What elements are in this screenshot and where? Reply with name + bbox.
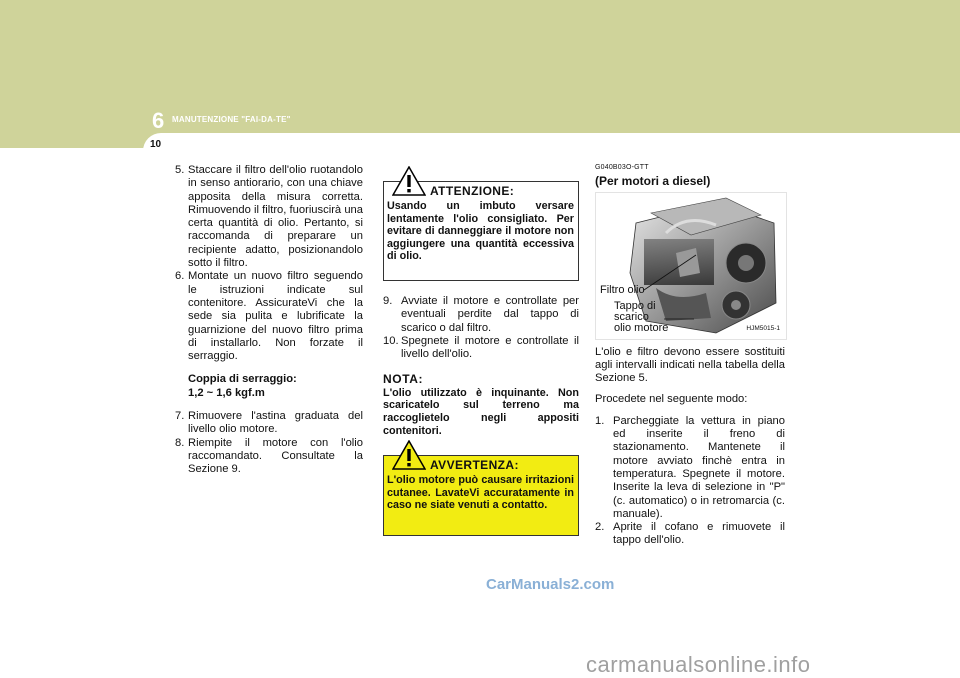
procedure-intro: Procedete nel seguente modo:	[595, 393, 748, 406]
list-item-number: 8.	[175, 436, 185, 449]
steps-list-a	[175, 164, 363, 363]
engine-figure	[595, 192, 787, 340]
list-item-text: Spegnete il motore e controllate il livello dell'olio.	[401, 334, 579, 361]
list-item-text: Rimuovere l'astina graduata del livello olio motore.	[188, 410, 363, 436]
figure-label-line: olio motore	[614, 321, 669, 334]
list-item-text: Staccare il filtro dell'olio ruotandolo in senso antiorario, con una chiave apposita della misura corretta. Rimuovendo il filtro, fuoriuscirà una certa quantità di olio. Pertanto, si raccomanda di preparare un recipiente adatto, posizionandolo sotto il filtro.	[188, 164, 363, 270]
chapter-title: MANUTENZIONE "FAI-DA-TE"	[172, 115, 291, 124]
list-item-text: Aprite il cofano e rimuovete il tappo dell'olio.	[613, 521, 785, 547]
list-item-text: Montate un nuovo filtro seguendo le istruzioni indicate sul contenitore. AssicurateVi che la sede sia pulita e lubrificate la guarnizione del nuovo filtro prima di installarlo. Non forzate il serraggio.	[188, 270, 363, 363]
watermark-carmanuals2[interactable]: CarManuals2.com	[486, 576, 615, 593]
header-band	[0, 0, 960, 148]
list-item-number: 10.	[383, 334, 399, 347]
left-column	[175, 164, 363, 477]
section-title: (Per motori a diesel)	[595, 174, 711, 189]
figure-label-drain-plug	[614, 301, 668, 334]
section-code: G040B03O-GTT	[595, 164, 649, 171]
intro-paragraph: L'olio e filtro devono essere sostituiti agli intervalli indicati nella tabella della Sezione 5.	[595, 345, 785, 385]
figure-label-line: scarico	[614, 310, 649, 323]
list-item	[595, 415, 785, 521]
middle-column	[383, 179, 579, 536]
torque-spec	[175, 373, 363, 400]
list-item-number: 6.	[175, 270, 185, 283]
figure-label-oil-filter: Filtro olio	[600, 283, 645, 296]
list-item	[175, 164, 363, 270]
list-item-number: 9.	[383, 295, 393, 307]
list-item-number: 5.	[175, 164, 185, 176]
attention-box	[383, 181, 579, 281]
list-item-number: 1.	[595, 414, 605, 427]
list-item-text: Riempite il motore con l'olio raccomandato. Consultate la Sezione 9.	[188, 436, 363, 476]
list-item	[175, 270, 363, 363]
warning-triangle-icon	[392, 166, 426, 196]
warning-triangle-icon	[392, 440, 426, 470]
list-item-text: Avviate il motore e controllate per eventuali perdite dal tappo di scarico o dal filtro.	[401, 295, 579, 334]
steps-list-c	[383, 295, 579, 361]
figure-label-line: Tappo di	[614, 299, 656, 312]
list-item	[383, 295, 579, 335]
steps-list-d	[595, 415, 785, 548]
list-item	[595, 521, 785, 548]
warning-box	[383, 455, 579, 536]
attention-text: Usando un imbuto versare lentamente l'olio consigliato. Per evitare di danneggiare il motore non aggiungere una quantità eccessiva di olio.	[387, 200, 574, 263]
steps-list-b	[175, 410, 363, 476]
note-text: L'olio utilizzato è inquinante. Non scaricatelo sul terreno ma raccoglietelo negli appositi contenitori.	[383, 386, 579, 437]
list-item	[175, 437, 363, 477]
warning-title: AVVERTENZA:	[430, 458, 519, 473]
content-background	[143, 133, 960, 153]
attention-title: ATTENZIONE:	[430, 184, 515, 198]
torque-value: 1,2 ~ 1,6 kgf.m	[188, 386, 265, 399]
list-item-text: Parcheggiate la vettura in piano ed inserite il freno di stazionamento. Mantenete il motore avviato finchè entra in temperatura. Spegnete il motore. Inserite la leva di selezione in "P" (c. automatico) o in retromarcia (c. manuale).	[613, 414, 785, 520]
note-title: NOTA:	[383, 372, 424, 387]
list-item	[175, 410, 363, 437]
warning-text: L'olio motore può causare irritazioni cutanee. LavateVi accuratamente in caso ne siate venuti a contatto.	[387, 474, 574, 512]
list-item-number: 7.	[175, 410, 185, 423]
list-item	[383, 335, 579, 362]
figure-code: HJM5015-1	[746, 325, 780, 333]
page-number: 10	[150, 139, 162, 150]
torque-label: Coppia di serraggio:	[188, 373, 297, 386]
right-column	[595, 161, 785, 548]
watermark-carmanualsonline[interactable]: carmanualsonline.info	[586, 652, 811, 677]
list-item-number: 2.	[595, 521, 605, 534]
chapter-number: 6	[152, 108, 165, 133]
